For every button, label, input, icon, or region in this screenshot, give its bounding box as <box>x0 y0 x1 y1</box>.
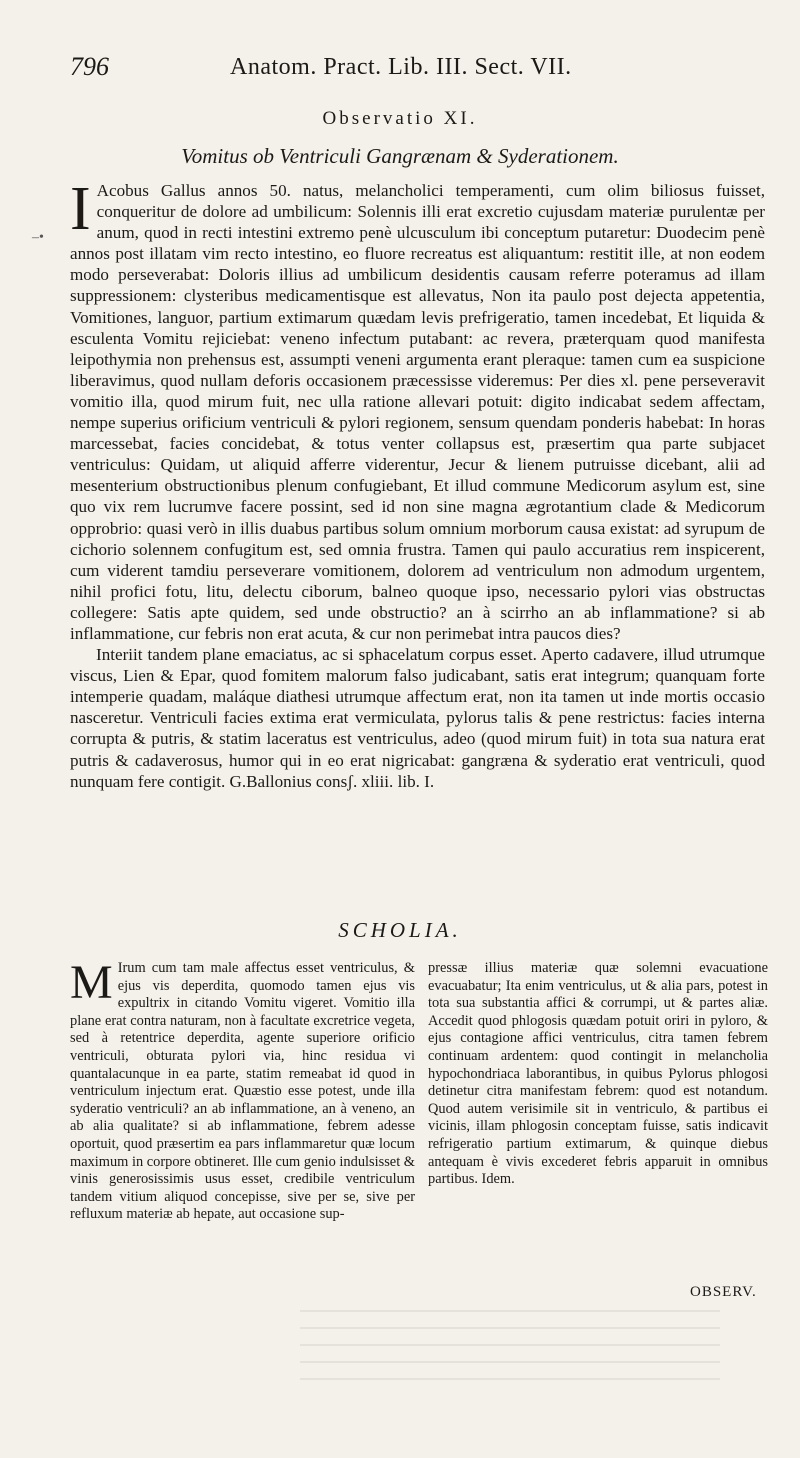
paragraph-text: Acobus Gallus annos 50. natus, melancholici temperamenti, cum olim biliosus fuisset, conqueritur de dolore ad umbilicum: Solennis illi erat excretio cujusdam materiæ purulentæ per anum, quod in recti intestini extremo penè ulcusculum ibi conceptum putaretur: Duodecim penè annos post illatam vim recto intestino, eo fluore recreatus est aliquantum: restitit ille, at non eodem modo perseverabat: Doloris illius ad umbilicum desidentis causam referre poteramus ad illam suppressionem: clysteribus medicamentisque est allevatus, Non ita paulo post dejecta appetentia, Vomitiones, languor, partium extimarum quædam levis prefrigeratio, tamen incedebat, Et liquida & esculenta Vomitu rejiciebat: veneno infectum putabant: ac revera, præterquam quod manifesta leipothymia non prehensus est, assumpti veneni argumenta erant pleraque: tamen cum ea suspicione liberavimus, quod nullam deforis occasionem præcessisse videremus: Per dies xl. pene perseveravit vomitio illa, quod mirum fuit, nec ulla ratione allevari potuit: digito indicabat sedem affectam, nempe superius orificium ventriculi & pylori regionem, sensum quendam ponderis habebat: In horas marcessebat, facies concidebat, & totus venter collapsus est, præsertim qua parte subjacet ventriculus: Quidam, ut aliquid afferre viderentur, Jecur & lienem putruisse dicebant, alii ad mesenterium obstructionibus plenum confugiebant, Et illud commune Medicorum asylum est, sine quo vix rem lucrumve facere possint, sed id non sine magna ægrotantium clade & Medicorum opprobrio: quasi verò in illis duabus partibus solum omnium morborum causa existat: ad syrupum de cichorio solennem confugitum est, sed omnia frustra. Tamen qui paulo accuratius rem inspicerent, cum viderent tamdiu perseverare vomitionem, dolorem ad ventriculum non admodum urgentem, nihil profici fotu, litu, delectu ciborum, balneo quoque ipso, necessario pylori vias obstructas collegere: Satis apte quidem, sed unde obstructio? an à scirrho an ab inflammatione? si ab inflammatione, cur febris non erat acuta, & cur non perimebat intra paucos dies? <box>70 181 765 643</box>
scholia-right-text: pressæ illius materiæ quæ solemni evacuatione evacuabatur; Ita enim ventriculus, ut & alia pars, potest in tota sua substantia affici & corrumpi, ut & partes aliæ. Accedit quod phlogosis quædam potuit oriri in pyloro, & ejus contagione affici ventriculus, citra tamen febrem continuam ardentem: quod contingit in melancholia hypochondriaca laborantibus, in quibus Pylorus phlogosi detinetur citra manifestam febrem: quod est notandum. Quod autem verisimile sit in ventriculo, & partibus ei vicinis, illam phlogosin conceptam fuisse, satis indicavit refrigeratio partium extimarum, & quinque diebus antequam è vivis excederet febris apparuit in omnibus partibus. Idem. <box>428 960 768 1188</box>
scholia-left-text: Irum cum tam male affectus esset ventriculus, & ejus vis deperdita, quomodo tamen ejus vis expultrix in citando Vomitu vigeret. Vomitio illa plane erat contra naturam, non à facultate excretrice vegeta, sed à retentrice deperdita, agente superiore orificio ventriculi, obturata pylori via, hinc residua vi quantalacunque in ea parte, statim remeabat id quod in ventriculum injectum erat. Quæstio esse potest, unde illa syderatio ventriculi? an ab inflammatione, an à veneno, an ab alia qualitate? si ab inflammatione, febrem adesse oportuit, quod præsertim ea pars inflammaretur quæ locum maximum in corpore obtineret. Ille cum genio indulsisset & vinis generosissimis usus esset, credibile ventriculum tandem vitium aliquod concepisse, sive per se, sive per refluxum materiæ ab hepate, aut occasione sup- <box>70 960 415 1223</box>
observation-paragraph-2: Interiit tandem plane emaciatus, ac si sphacelatum corpus esset. Aperto cadavere, illud utrumque viscus, Lien & Epar, quod fomitem malorum falso judicabant, satis erat integrum; quanquam forte intemperie quadam, maláque diathesi utrumque affectum erat, non ita tamen ut inde mortis occasio nasceretur. Ventriculi facies extima erat vermiculata, pylorus talis & pene restrictus: facies interna corrupta & putris, & statim laceratus est ventriculus, adeo (quod mirum fuit) in tota sua natura erat putris & cadaverosus, humor qui in eo erat nigricabat: gangræna & syderatio erat ventriculi, quod nunquam fere contigit. G.Ballonius consʃ. xliii. lib. I. <box>70 645 765 791</box>
observation-body <box>70 175 765 792</box>
running-head: Anatom. Pract. Lib. III. Sect. VII. <box>230 54 572 80</box>
scholia-right-column <box>428 960 768 1189</box>
observation-subtitle: Vomitus ob Ventriculi Gangrænam & Syderationem. <box>181 144 619 168</box>
show-through-texture <box>300 1300 720 1380</box>
scholia-title: SCHOLIA. <box>338 918 462 942</box>
page-header <box>70 52 790 92</box>
observation-paragraph-1 <box>70 175 765 644</box>
margin-mark: –• <box>32 230 44 245</box>
scholia-drop-cap: M <box>70 956 113 1009</box>
observation-title: Observatio XI. <box>322 108 478 129</box>
page-number: 796 <box>70 52 109 81</box>
catchword: OBSERV. <box>690 1284 757 1300</box>
scholia-left-column <box>70 956 415 1224</box>
drop-cap: I <box>70 175 91 243</box>
